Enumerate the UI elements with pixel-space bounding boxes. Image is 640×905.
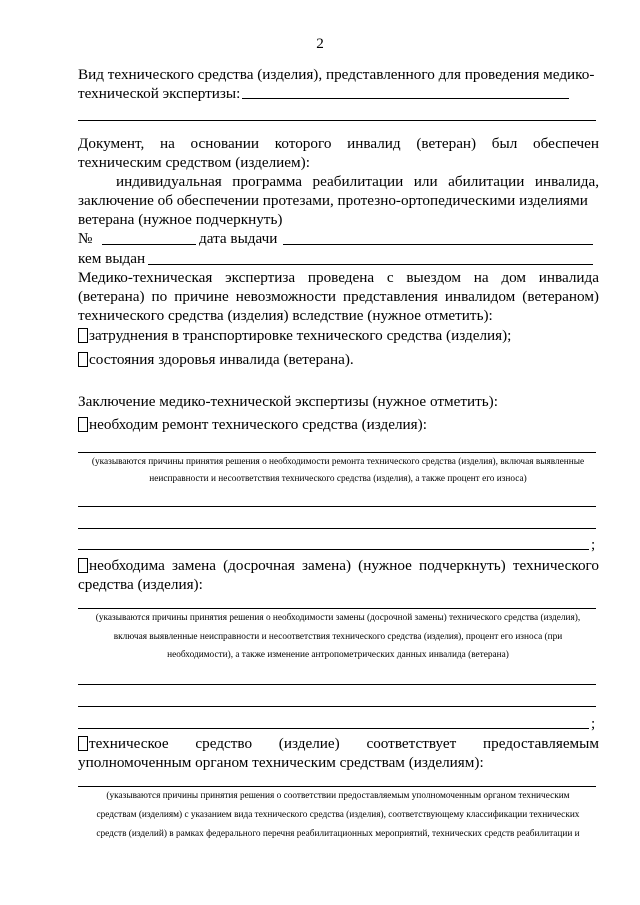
home-visit-line1: Медико-техническая экспертиза проведена с выездом на дом инвалида: [78, 269, 599, 286]
repair-field-line-2[interactable]: [78, 506, 596, 507]
replace-field-line[interactable]: [78, 608, 596, 609]
option-matches: [78, 734, 599, 753]
page-number: 2: [316, 35, 324, 52]
repair-note-line1: (указываются причины принятия решения о необходимости ремонта технического средства (изделия), включая выявленные: [91, 457, 585, 467]
issued-by-field-line[interactable]: [148, 264, 593, 265]
option-transport: [78, 326, 511, 345]
checkbox-replace[interactable]: [78, 558, 88, 573]
option-repair-label: необходим ремонт технического средства (изделия):: [89, 416, 427, 433]
checkbox-transport[interactable]: [78, 328, 88, 343]
replace-field-line-4[interactable]: [78, 728, 589, 729]
conclusion-heading: Заключение медико-технической экспертизы (нужное отметить):: [78, 393, 498, 410]
repair-field-line-3[interactable]: [78, 528, 596, 529]
replace-field-line-2[interactable]: [78, 684, 596, 685]
home-visit-line3: технического средства (изделия) вследствие (нужное отметить):: [78, 307, 493, 324]
option-health-label: состояния здоровья инвалида (ветерана).: [89, 351, 354, 368]
replace-note-line1: (указываются причины принятия решения о необходимости замены (досрочной замены) технического средства (изделия),: [95, 613, 581, 623]
type-field-line[interactable]: [242, 98, 569, 99]
type-field-line-2[interactable]: [78, 120, 596, 121]
option-matches-line2: уполномоченным органом техническим средствам (изделиям):: [78, 754, 484, 771]
document-label-line2: техническим средством (изделием):: [78, 154, 310, 171]
matches-note-line3: средств (изделий) в рамках федерального перечня реабилитационных мероприятий, технических средств реабилитации и: [96, 829, 580, 839]
number-label: №: [78, 230, 93, 247]
issued-by-label: кем выдан: [78, 250, 146, 267]
option-replace: [78, 556, 599, 575]
repair-field-line-4[interactable]: [78, 549, 589, 550]
replace-field-line-3[interactable]: [78, 706, 596, 707]
date-label: дата выдачи: [199, 230, 278, 247]
replace-note-line2: включая выявленные неисправности и несоответствия технического средства (изделия), процент его износа (при: [113, 632, 563, 642]
matches-note-line1: (указываются причины принятия решения о соответствии предоставляемым уполномоченным органом техническим: [106, 791, 570, 801]
option-replace-line2: средства (изделия):: [78, 576, 203, 593]
repair-note-line2: неисправности и несоответствия технического средства (изделия), а также процент его износа): [149, 474, 527, 484]
replace-semicolon: ;: [591, 715, 596, 732]
date-field-line[interactable]: [283, 244, 593, 245]
document-label-line1: Документ, на основании которого инвалид (ветеран) был обеспечен: [78, 135, 599, 152]
home-visit-line2: (ветерана) по причине невозможности представления инвалидом (ветераном): [78, 288, 599, 305]
type-label-line1: Вид технического средства (изделия), представленного для проведения медико-: [78, 66, 595, 83]
ipra-line3: ветерана (нужное подчеркнуть): [78, 211, 283, 228]
ipra-line2: заключение об обеспечении протезами, протезно-ортопедическими изделиями: [78, 192, 588, 209]
option-repair: [78, 415, 427, 434]
matches-field-line[interactable]: [78, 786, 596, 787]
checkbox-health[interactable]: [78, 352, 88, 367]
option-health: [78, 350, 354, 369]
option-matches-label: техническое средство (изделие) соответствует предоставляемым: [89, 735, 599, 752]
replace-note-line3: необходимости), а также изменение антропометрических данных инвалида (ветерана): [167, 650, 509, 660]
ipra-line1: индивидуальная программа реабилитации или абилитации инвалида,: [116, 173, 599, 190]
checkbox-matches[interactable]: [78, 736, 88, 751]
type-label-line2: технической экспертизы:: [78, 85, 241, 102]
repair-field-line[interactable]: [78, 452, 596, 453]
repair-semicolon: ;: [591, 536, 596, 553]
number-field-line[interactable]: [102, 244, 196, 245]
option-replace-label: необходима замена (досрочная замена) (нужное подчеркнуть) технического: [89, 557, 599, 574]
option-transport-label: затруднения в транспортировке технического средства (изделия);: [89, 327, 512, 344]
checkbox-repair[interactable]: [78, 417, 88, 432]
matches-note-line2: средствам (изделиям) с указанием вида технического средства (изделия), соответствующему классификации технических: [96, 810, 580, 820]
